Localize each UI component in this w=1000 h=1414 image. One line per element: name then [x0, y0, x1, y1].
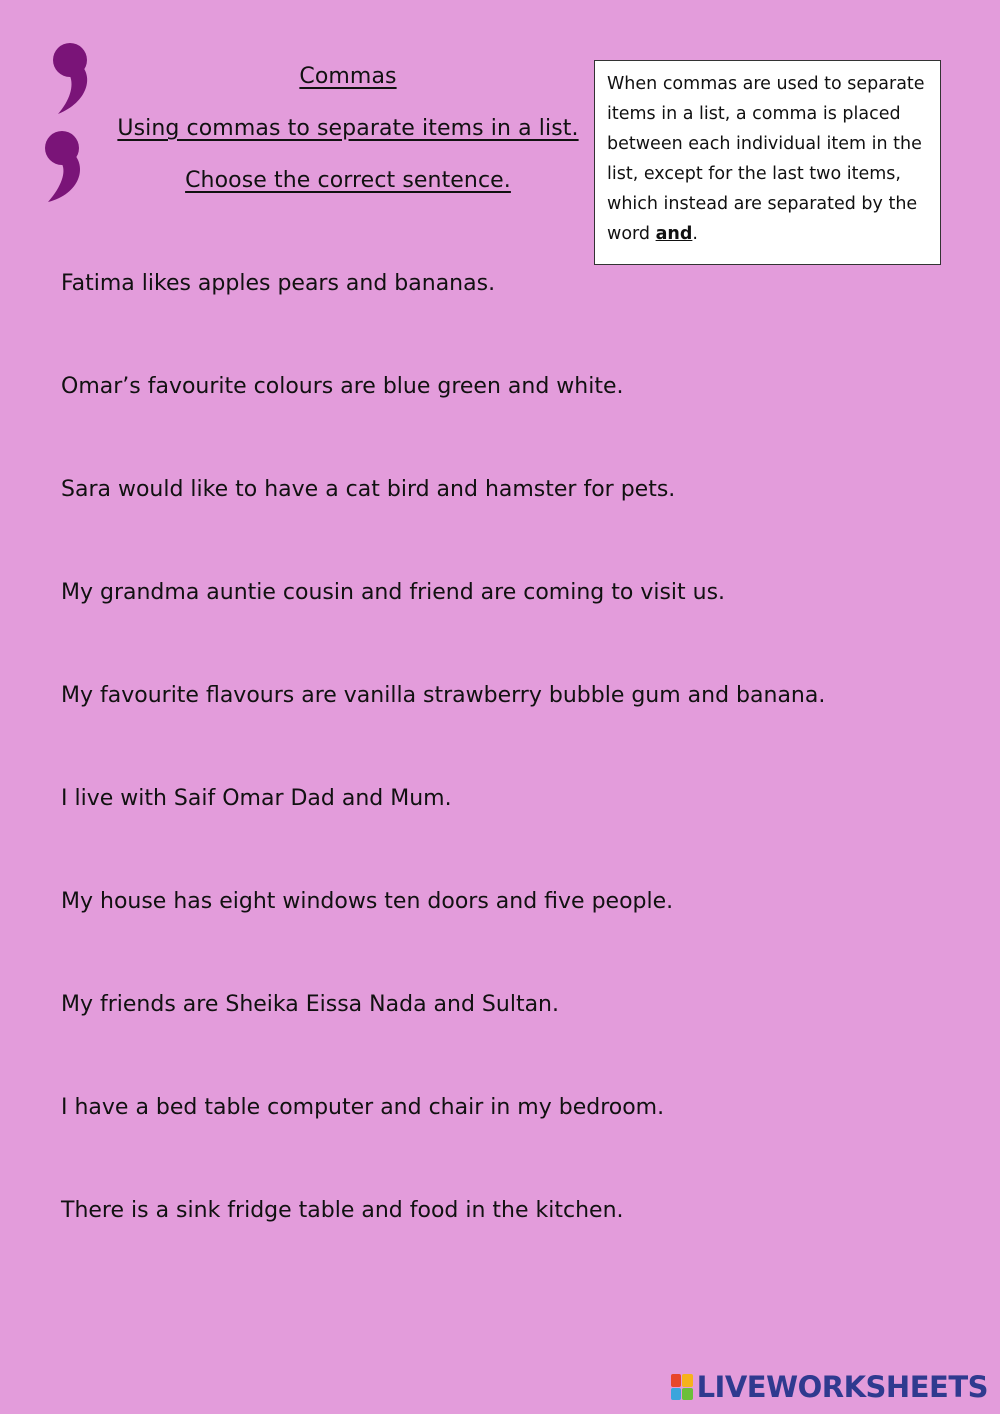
sentence-item[interactable]: My favourite flavours are vanilla strawberry bubble gum and banana. — [61, 683, 826, 708]
liveworksheets-brand[interactable] — [671, 1370, 988, 1404]
info-box-bold-word: and — [655, 224, 693, 244]
page-subtitle: Using commas to separate items in a list. — [117, 116, 579, 141]
sentence-item[interactable]: My friends are Sheika Eissa Nada and Sultan. — [61, 992, 559, 1017]
instruction-text: Choose the correct sentence. — [185, 168, 511, 193]
sentence-item[interactable]: Fatima likes apples pears and bananas. — [61, 271, 496, 296]
page-title: Commas — [299, 64, 397, 89]
sentence-list — [61, 268, 825, 1298]
info-box — [594, 60, 941, 265]
sentence-item[interactable]: My grandma auntie cousin and friend are coming to visit us. — [61, 580, 726, 605]
info-box-text: When commas are used to separate items in a list, a comma is placed between each individual item in the list, except for the last two items, which instead are separated by the word — [607, 74, 925, 244]
sentence-item[interactable]: My house has eight windows ten doors and five people. — [61, 889, 674, 914]
sentence-item[interactable]: I have a bed table computer and chair in my bedroom. — [61, 1095, 665, 1120]
liveworksheets-logo-icon — [671, 1374, 693, 1400]
comma-icon — [36, 38, 100, 204]
sentence-item[interactable]: Omar’s favourite colours are blue green and white. — [61, 374, 624, 399]
sentence-item[interactable]: I live with Saif Omar Dad and Mum. — [61, 786, 452, 811]
sentence-item[interactable]: Sara would like to have a cat bird and hamster for pets. — [61, 477, 676, 502]
sentence-item[interactable]: There is a sink fridge table and food in the kitchen. — [61, 1198, 624, 1223]
brand-name: LIVEWORKSHEETS — [696, 1370, 988, 1404]
info-box-text-end: . — [692, 224, 698, 244]
